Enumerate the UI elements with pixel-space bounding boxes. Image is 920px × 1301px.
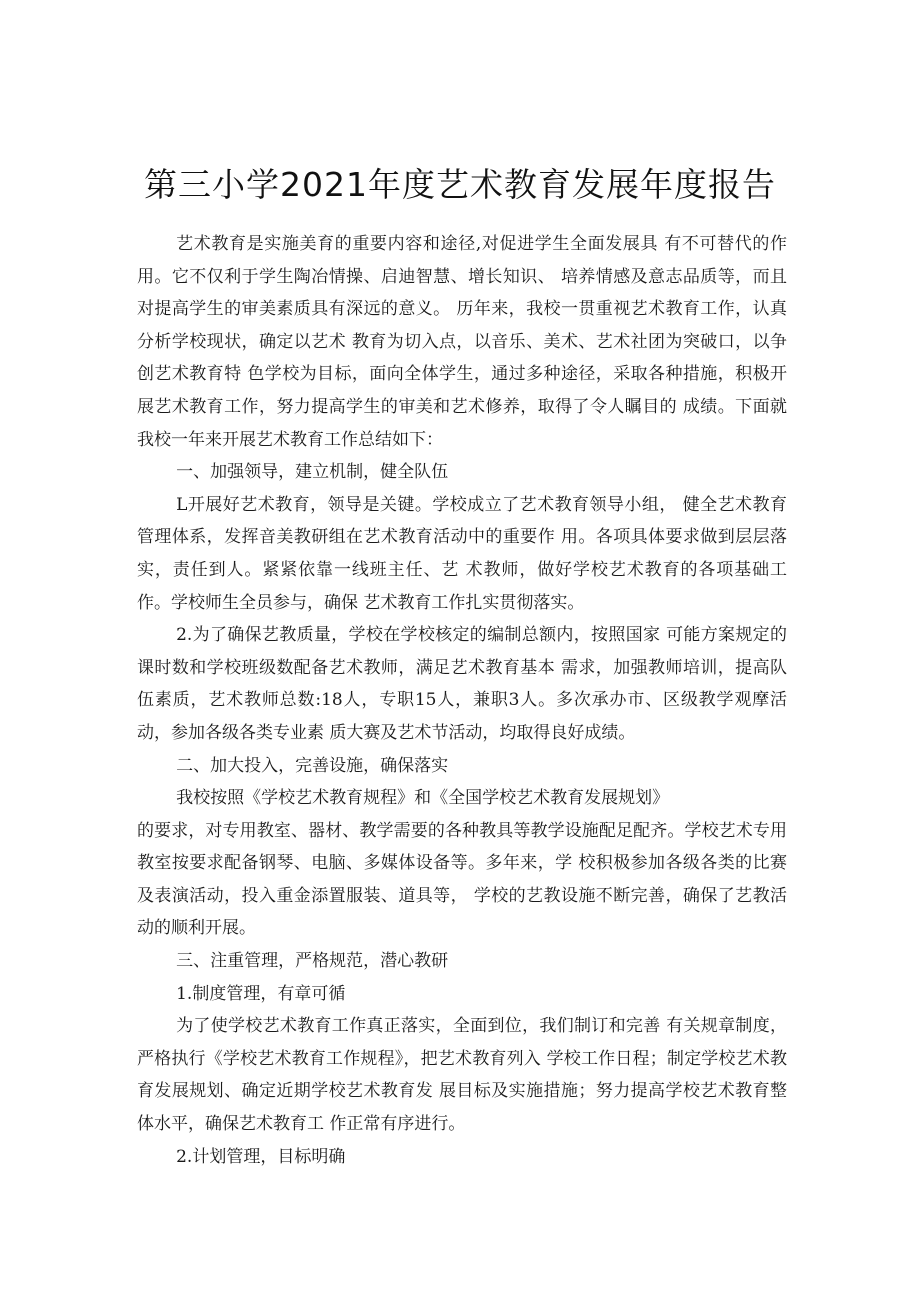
section-heading-2: 二、加大投入，完善设施，确保落实 [176, 755, 449, 776]
paragraph-teachers: 2.为了确保艺教质量，学校在学校核定的编制总额内，按照国家 可能方案规定的课时数和学校班级数配备艺术教师，满足艺术教育基本 需求，加强教师培训，提高队伍素质，艺术教师总数:18人，专职15人，兼职3人。多次承办市、区级教学观摩活动，参加各级各类专业素 质大赛及艺术节活动，均取得良好成绩。 [137, 625, 787, 743]
paragraph-leadership: L开展好艺术教育，领导是关键。学校成立了艺术教育领导小组， 健全艺术教育管理体系，发挥音美教研组在艺术教育活动中的重要作 用。各项具体要求做到层层落实，责任到人。紧紧依靠一线班主任、艺 术教师，做好学校艺术教育的各项基础工作。学校师生全员参与，确保 艺术教育工作扎实贯彻落实。 [137, 494, 787, 613]
paragraph-intro: 艺术教育是实施美育的重要内容和途径,对促进学生全面发展具 有不可替代的作用。它不仅利于学生陶冶情操、启迪智慧、增长知识、 培养情感及意志品质等，而且对提高学生的审美素质具有深远的意义。 历年来，我校一贯重视艺术教育工作，认真分析学校现状，确定以艺术 教育为切入点，以音乐、美术、艺术社团为突破口，以争创艺术教育特 色学校为目标，面向全体学生，通过多种途径，采取各种措施，积极开 展艺术教育工作，努力提高学生的审美和艺术修养，取得了令人瞩目的 成绩。下面就我校一年来开展艺术教育工作总结如下： [137, 234, 787, 450]
paragraph-regulations-intro: 我校按照《学校艺术教育规程》和《全国学校艺术教育发展规划》 [176, 788, 670, 809]
document-body [137, 228, 787, 1173]
paragraph-facilities: 的要求，对专用教室、器材、教学需要的各种教具等教学设施配足配齐。学校艺术专用教室按要求配备钢琴、电脑、多媒体设备等。多年来，学 校积极参加各级各类的比赛及表演活动，投入重金添置服装、道具等， 学校的艺教设施不断完善，确保了艺教活动的顺利开展。 [137, 820, 787, 939]
paragraph-system-management: 为了使学校艺术教育工作真正落实，全面到位，我们制订和完善 有关规章制度，严格执行《学校艺术教育工作规程》，把艺术教育列入 学校工作日程；制定学校艺术教育发展规划、确定近期学校艺术教育发 展目标及实施措施；努力提高学校艺术教育整体水平，确保艺术教育工 作正常有序进行。 [137, 1016, 787, 1135]
document-title: 第三小学2021年度艺术教育发展年度报告 [144, 165, 776, 204]
section-heading-3: 三、注重管理，严格规范，潜心教研 [176, 951, 449, 972]
subheading-system-management: 1.制度管理，有章可循 [176, 983, 346, 1004]
subheading-plan-management: 2.计划管理，目标明确 [176, 1146, 346, 1167]
section-heading-1: 一、加强领导，建立机制，健全队伍 [176, 462, 449, 483]
